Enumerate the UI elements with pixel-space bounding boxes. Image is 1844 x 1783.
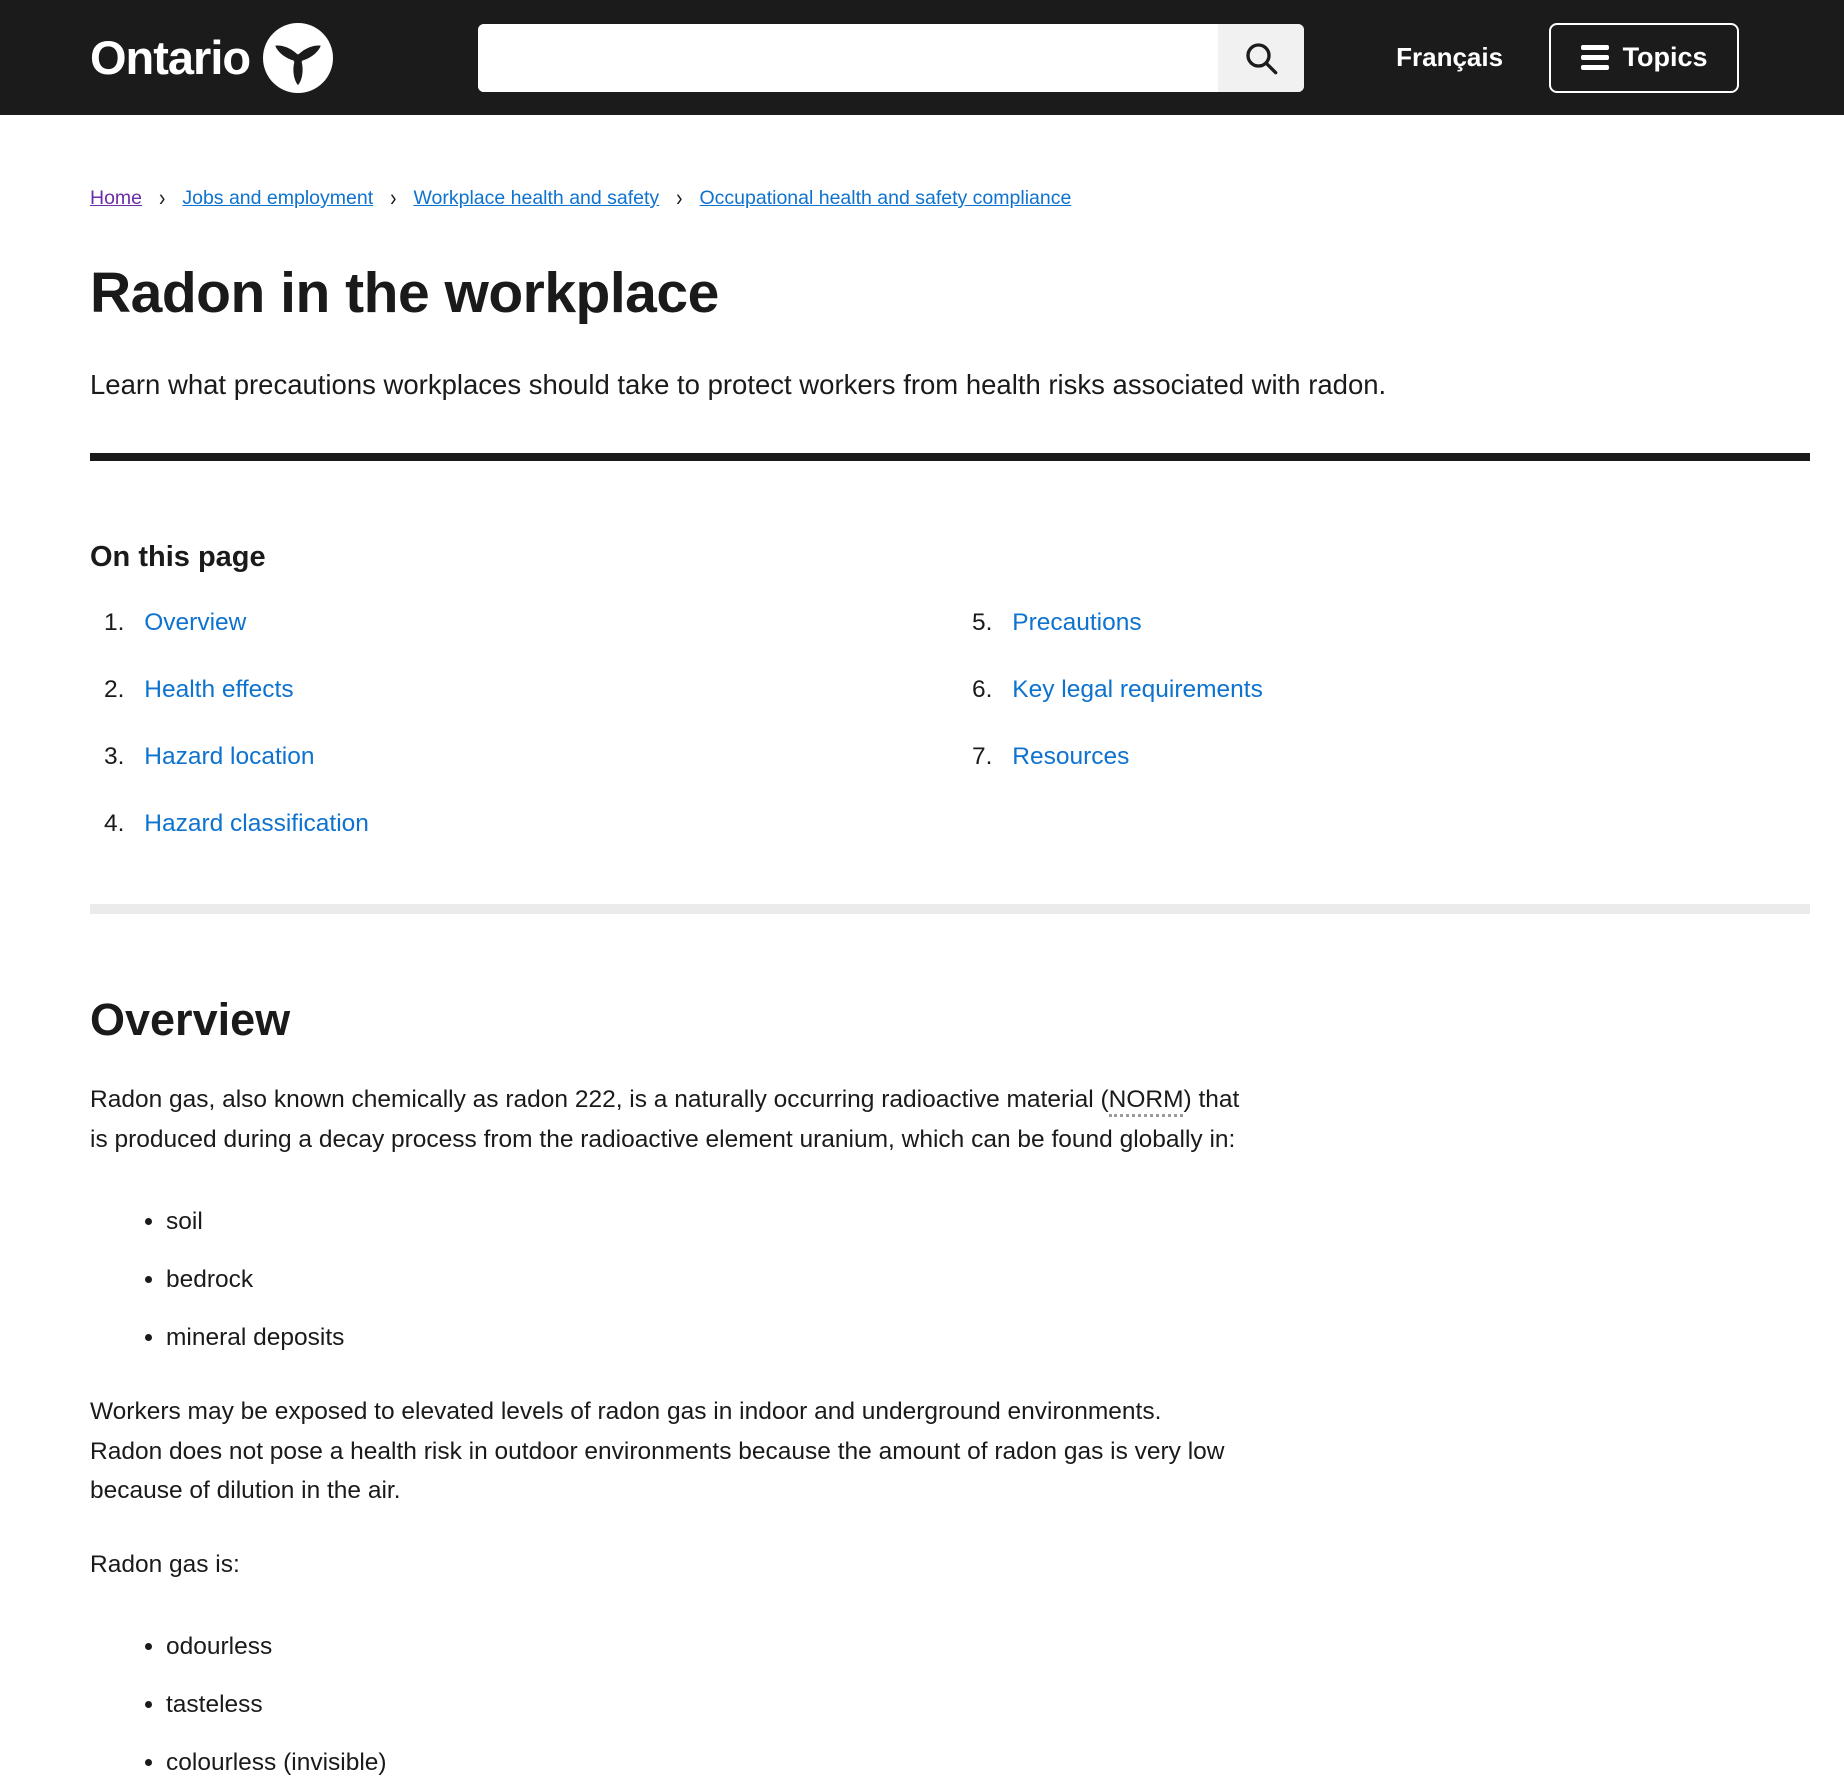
toc-number: 5. xyxy=(972,608,993,636)
toc-number: 1. xyxy=(104,608,125,636)
chevron-right-icon: › xyxy=(159,184,166,211)
on-this-page-section xyxy=(90,541,1810,874)
title-divider xyxy=(90,453,1810,461)
breadcrumb-link-jobs-and-employment[interactable]: Jobs and employment xyxy=(182,187,374,209)
site-header xyxy=(0,0,1844,115)
toc-columns xyxy=(90,606,1810,874)
overview-section xyxy=(90,994,1810,1783)
toc-item-overview xyxy=(104,606,958,639)
ontario-logo[interactable] xyxy=(90,23,333,93)
list-item: • mineral deposits xyxy=(166,1318,1190,1358)
toc-item-key-legal-requirements xyxy=(972,673,1263,706)
list-item: • colourless (invisible) xyxy=(166,1743,1190,1783)
toc-column-2 xyxy=(958,606,1263,874)
page-title: Radon in the workplace xyxy=(90,261,719,325)
language-toggle-link[interactable]: Français xyxy=(1396,42,1504,72)
breadcrumb-link-occupational-health-and-safety-compliance[interactable]: Occupational health and safety compliance xyxy=(699,187,1072,209)
toc-link-health-effects[interactable]: Health effects xyxy=(144,675,294,703)
main-content xyxy=(90,115,1810,1783)
norm-abbreviation: NORM xyxy=(1109,1086,1184,1117)
list-item: • bedrock xyxy=(166,1260,1190,1300)
hamburger-icon xyxy=(1581,45,1609,70)
page-subtitle: Learn what precautions workplaces should take to protect workers from health risks associated with radon. xyxy=(90,369,1387,400)
list-item: • odourless xyxy=(166,1627,1190,1667)
ontario-logo-text: Ontario xyxy=(90,31,251,84)
toc-item-hazard-location xyxy=(104,740,958,773)
toc-link-key-legal-requirements[interactable]: Key legal requirements xyxy=(1012,675,1263,703)
list-item: • tasteless xyxy=(166,1685,1190,1725)
search-form xyxy=(478,24,1304,92)
trillium-icon xyxy=(263,23,333,93)
list-item: • soil xyxy=(166,1202,1190,1242)
section-divider xyxy=(90,904,1810,914)
search-icon xyxy=(1241,38,1281,78)
breadcrumb-link-home[interactable]: Home xyxy=(90,187,143,209)
chevron-right-icon: › xyxy=(676,184,683,211)
overview-paragraph-1 xyxy=(90,1080,1240,1160)
overview-paragraph-3: Radon gas is: xyxy=(90,1551,240,1579)
toc-link-overview[interactable]: Overview xyxy=(144,608,247,636)
paragraph-text: ) that is produced during a decay process from the radioactive element uranium, which can be found globally in: xyxy=(90,1085,1240,1153)
radon-sources-list xyxy=(90,1202,1190,1358)
toc-link-hazard-location[interactable]: Hazard location xyxy=(144,742,315,770)
search-button[interactable] xyxy=(1218,24,1304,92)
overview-heading: Overview xyxy=(90,993,291,1045)
search-input[interactable] xyxy=(478,24,1218,92)
toc-number: 6. xyxy=(972,675,993,703)
radon-properties-list xyxy=(90,1627,1190,1783)
topics-label: Topics xyxy=(1622,42,1708,72)
toc-link-resources[interactable]: Resources xyxy=(1012,742,1130,770)
toc-number: 3. xyxy=(104,742,125,770)
breadcrumb-link-workplace-health-and-safety[interactable]: Workplace health and safety xyxy=(413,187,660,209)
paragraph-text: Radon gas, also known chemically as radon 222, is a naturally occurring radioactive material ( xyxy=(90,1085,1109,1113)
topics-menu-button[interactable] xyxy=(1549,23,1739,93)
toc-number: 7. xyxy=(972,742,993,770)
breadcrumb xyxy=(90,115,1810,210)
toc-item-hazard-classification xyxy=(104,807,958,840)
overview-paragraph-2: Workers may be exposed to elevated levels of radon gas in indoor and underground environments. Radon does not pose a health risk in outdoor environments because the amount of radon gas is very low because of dilution in the air. xyxy=(90,1397,1225,1505)
toc-link-precautions[interactable]: Precautions xyxy=(1012,608,1142,636)
toc-column-1 xyxy=(90,606,958,874)
toc-link-hazard-classification[interactable]: Hazard classification xyxy=(144,809,369,837)
toc-number: 4. xyxy=(104,809,125,837)
toc-item-resources xyxy=(972,740,1263,773)
chevron-right-icon: › xyxy=(390,184,397,211)
toc-number: 2. xyxy=(104,675,125,703)
toc-item-precautions xyxy=(972,606,1263,639)
on-this-page-heading: On this page xyxy=(90,540,266,573)
toc-item-health-effects xyxy=(104,673,958,706)
